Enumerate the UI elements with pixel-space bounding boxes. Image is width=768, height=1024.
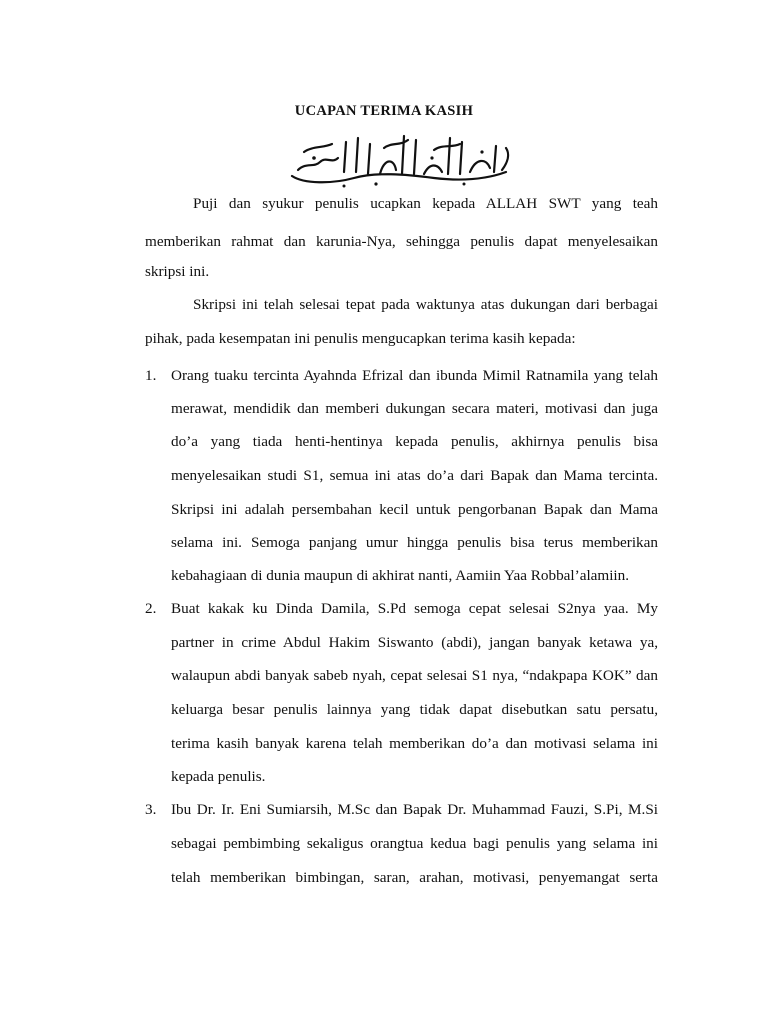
list-item-line: kepada penulis. — [171, 768, 266, 785]
list-item-line: merawat, mendidik dan memberi dukungan secara materi, motivasi dan juga — [171, 400, 658, 417]
list-item-line: selama ini. Semoga panjang umur hingga penulis bisa terus memberikan — [171, 534, 658, 551]
list-item-line: walaupun abdi banyak sabeb nyah, cepat selesai S1 nya, “ndakpapa KOK” dan — [171, 667, 658, 684]
page-title: UCAPAN TERIMA KASIH — [294, 103, 474, 119]
paragraph-line: skripsi ini. — [145, 263, 210, 280]
list-item-line: Orang tuaku tercinta Ayahnda Efrizal dan ibunda Mimil Ratnamila yang telah — [171, 367, 658, 384]
paragraph-line: Puji dan syukur penulis ucapkan kepada ALLAH SWT yang teah — [193, 195, 658, 212]
list-item-line: kebahagiaan di dunia maupun di akhirat nanti, Aamiin Yaa Robbal’alamiin. — [171, 567, 630, 584]
list-number: 1. — [145, 367, 157, 384]
list-item-line: sebagai pembimbing sekaligus orangtua kedua bagi penulis yang selama ini — [171, 835, 658, 852]
list-item-line: keluarga besar penulis lainnya yang tidak dapat disebutkan satu persatu, — [171, 701, 658, 718]
bismillah-calligraphy-icon — [284, 128, 514, 190]
list-item-line: menyelesaikan studi S1, semua ini atas do’a dari Bapak dan Mama tercinta. — [171, 467, 658, 484]
list-item-line: do’a yang tiada henti-hentinya kepada penulis, akhirnya penulis bisa — [171, 433, 658, 450]
list-item-line: Ibu Dr. Ir. Eni Sumiarsih, M.Sc dan Bapak Dr. Muhammad Fauzi, S.Pi, M.Si — [171, 801, 658, 818]
paragraph-line: Skripsi ini telah selesai tepat pada waktunya atas dukungan dari berbagai — [193, 296, 658, 313]
paragraph-line: pihak, pada kesempatan ini penulis mengucapkan terima kasih kepada: — [145, 330, 576, 347]
list-item-line: Skripsi ini adalah persembahan kecil untuk pengorbanan Bapak dan Mama — [171, 501, 658, 518]
list-item-line: telah memberikan bimbingan, saran, arahan, motivasi, penyemangat serta — [171, 869, 658, 886]
list-item-line: partner in crime Abdul Hakim Siswanto (abdi), jangan banyak ketawa ya, — [171, 634, 658, 651]
list-item-line: Buat kakak ku Dinda Damila, S.Pd semoga cepat selesai S2nya yaa. My — [171, 600, 658, 617]
list-item-line: terima kasih banyak karena telah memberikan do’a dan motivasi selama ini — [171, 735, 658, 752]
list-number: 2. — [145, 600, 157, 617]
list-number: 3. — [145, 801, 157, 818]
paragraph-line: memberikan rahmat dan karunia-Nya, sehingga penulis dapat menyelesaikan — [145, 233, 658, 250]
